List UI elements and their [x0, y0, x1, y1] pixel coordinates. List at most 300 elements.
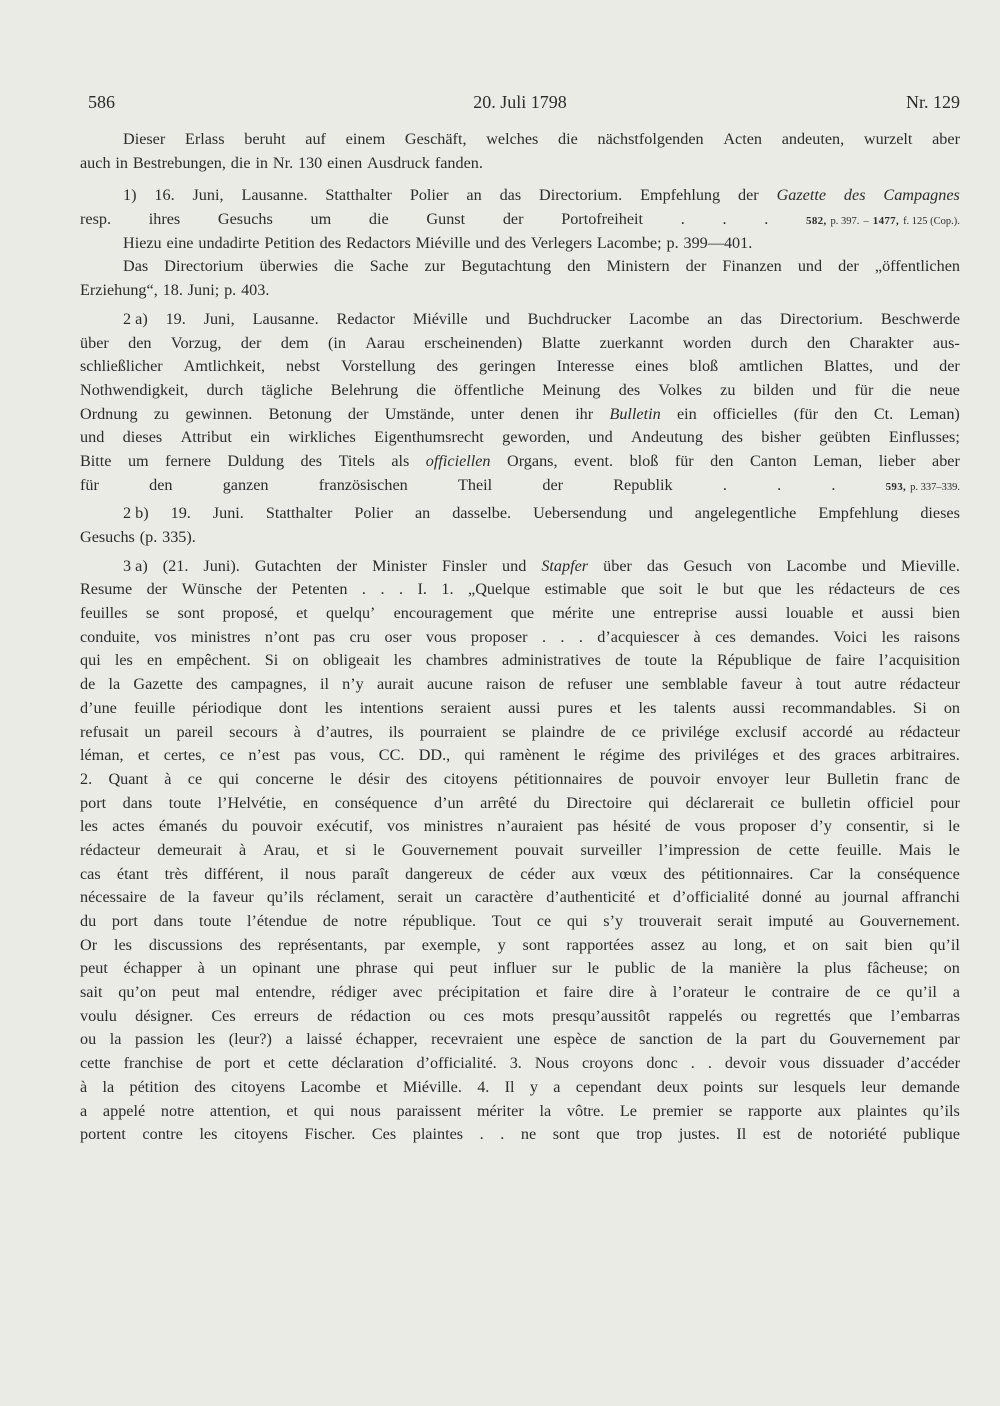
word: assez	[650, 935, 685, 954]
word: à	[164, 769, 172, 788]
word: Directorium.	[779, 309, 863, 328]
word: der	[685, 257, 707, 276]
word: für	[854, 380, 874, 399]
word: qu’ils	[266, 888, 304, 907]
word: mots	[502, 1006, 534, 1025]
word: ou	[429, 1006, 446, 1025]
word: die	[333, 257, 354, 276]
word: in	[255, 153, 269, 172]
word: de	[538, 675, 555, 694]
word: serait	[717, 912, 753, 930]
word: n’ont	[264, 627, 300, 646]
word: toute	[198, 912, 232, 930]
word: l’étendue	[247, 912, 308, 930]
word: rapportées	[566, 935, 634, 954]
word: gewinnen.	[185, 404, 253, 423]
word: Quant	[108, 769, 148, 788]
word: für	[674, 451, 694, 470]
word: privilége	[661, 722, 720, 741]
word: Juni,	[192, 186, 224, 205]
word: accordé	[802, 722, 853, 741]
word: et	[263, 1054, 275, 1073]
word: Voici	[833, 627, 868, 646]
word: dire	[608, 983, 634, 1002]
word: Lacombe	[300, 1077, 361, 1096]
word: a	[285, 1030, 293, 1049]
word: plus	[824, 959, 852, 978]
word: du	[799, 1030, 816, 1049]
word: Canton	[750, 451, 797, 470]
word: au	[828, 912, 845, 930]
word: Il	[504, 1077, 515, 1096]
text-line	[80, 332, 960, 356]
word: .	[777, 475, 782, 494]
word: Dieser	[123, 130, 166, 148]
word: dem	[280, 333, 309, 352]
word: caractère	[474, 888, 534, 907]
word: les	[324, 698, 343, 717]
word: Belehrung	[330, 380, 399, 399]
word: zur	[424, 257, 446, 276]
word: Miéville	[415, 233, 471, 252]
word: faire	[835, 651, 865, 670]
word: und	[80, 428, 105, 447]
word: Theil	[457, 475, 493, 494]
word: entreprise	[653, 604, 718, 623]
word: ou	[80, 1030, 97, 1049]
text-line	[80, 1005, 960, 1029]
word: dont	[278, 698, 308, 717]
word: si	[345, 840, 357, 859]
word: das	[646, 556, 669, 575]
word: autre	[854, 675, 887, 694]
word: plaintes	[412, 1125, 464, 1144]
word: empêchent.	[176, 651, 251, 670]
word: et	[851, 604, 864, 623]
word: pouvoir	[650, 769, 701, 788]
word: la	[849, 864, 861, 883]
word: tout	[815, 675, 841, 694]
word: d’accéder	[897, 1054, 960, 1073]
word: et	[535, 983, 548, 1002]
word: proposer	[470, 627, 528, 646]
word: trouverait	[638, 912, 702, 930]
word: a	[952, 983, 960, 1002]
word: event.	[573, 451, 614, 470]
word: (21.	[162, 556, 189, 575]
word: .	[541, 627, 546, 646]
word: se	[145, 604, 160, 623]
word: publique	[903, 1125, 960, 1144]
word: un	[445, 888, 462, 907]
word: Acten	[723, 130, 762, 148]
text-line	[80, 721, 960, 745]
word: Geschäft,	[404, 130, 467, 148]
text-line	[80, 450, 960, 474]
word: contraire	[771, 983, 830, 1002]
word: und	[797, 257, 823, 276]
word: Nothwendigkeit,	[80, 380, 189, 399]
word: aussi	[732, 698, 766, 717]
word: que	[621, 580, 645, 599]
word: cette	[288, 1054, 319, 1073]
word: cas	[80, 864, 101, 883]
word: la	[109, 1030, 122, 1049]
word: déclaration	[331, 1054, 404, 1073]
word: qui	[218, 769, 240, 788]
word: et	[137, 746, 150, 765]
word: sont	[522, 935, 550, 954]
word: cru	[349, 627, 371, 646]
word: le	[696, 580, 709, 599]
word: citoyens	[231, 1077, 286, 1096]
text-line	[80, 1052, 960, 1076]
word: donc	[646, 1054, 678, 1073]
word: denen	[520, 404, 559, 423]
word: Directoire	[566, 793, 632, 812]
word: neue	[929, 380, 960, 399]
text-line	[80, 208, 960, 232]
word: on	[943, 698, 960, 717]
word: des	[504, 233, 527, 252]
word: die	[368, 210, 389, 229]
word: Vorzug,	[170, 333, 222, 352]
word: la	[735, 1030, 748, 1049]
word: rédacteur	[80, 840, 141, 859]
word: officielles	[713, 404, 778, 423]
word: de	[195, 1054, 212, 1073]
word: nebst	[286, 357, 321, 376]
word: Redactors	[346, 233, 411, 252]
word: Bitte	[80, 451, 112, 470]
word: appelé	[102, 1101, 146, 1120]
word: Gutachten	[254, 556, 322, 575]
word: n’y	[342, 675, 364, 694]
word: voulu	[80, 1006, 117, 1025]
word: und	[588, 428, 613, 447]
word: Blatte	[541, 333, 581, 352]
word: .	[680, 210, 685, 229]
word: céder	[520, 864, 556, 883]
text-line	[80, 839, 960, 863]
word: über	[80, 333, 109, 352]
word: laissé	[306, 1030, 343, 1049]
word: de	[80, 675, 96, 694]
word: plaindre	[531, 722, 585, 741]
text-line	[80, 502, 960, 526]
word: un	[144, 722, 161, 741]
word: plaintes	[856, 1101, 908, 1120]
word: mal	[215, 983, 240, 1002]
word: bien	[884, 935, 913, 954]
word: .	[398, 580, 404, 599]
word: Miéville.	[402, 1077, 462, 1096]
word: qu’il	[929, 935, 960, 954]
paragraph-gap	[80, 175, 960, 184]
word: par	[384, 935, 405, 954]
word: ihres	[148, 210, 181, 229]
word: .	[578, 627, 583, 646]
text-line	[80, 792, 960, 816]
word: priviléges	[694, 746, 759, 765]
word: den	[710, 451, 734, 470]
word: à	[795, 675, 803, 694]
word: Wünsche	[181, 580, 243, 599]
word: Gesuchs	[80, 528, 135, 546]
word: der	[240, 333, 262, 352]
text-line	[80, 673, 960, 697]
text-line	[80, 355, 960, 379]
word: officiellen	[425, 451, 491, 470]
word: pareil	[176, 722, 214, 741]
word: ganzen	[222, 475, 269, 494]
word: Juni,	[203, 309, 235, 328]
word: d’un	[433, 793, 464, 812]
word: notre	[353, 912, 388, 930]
word: beruht	[244, 130, 286, 148]
word: proposé,	[222, 604, 278, 623]
word: 18.	[162, 281, 183, 300]
word: de	[665, 817, 681, 836]
word: à	[649, 983, 657, 1002]
word: ils	[388, 722, 404, 741]
word: aussi	[508, 698, 541, 717]
word: sait	[80, 983, 103, 1002]
word: Hiezu	[123, 233, 162, 252]
word: régime	[599, 746, 645, 765]
word: pour	[930, 793, 960, 812]
word: discussions	[148, 935, 223, 954]
word: die	[230, 153, 251, 172]
word: serait	[397, 888, 433, 907]
word: durch	[750, 333, 788, 352]
word: notoriété	[829, 1125, 887, 1144]
word: envoyer	[716, 769, 769, 788]
word: raison	[486, 675, 526, 694]
word: den	[567, 257, 591, 276]
word: Nr.	[272, 153, 294, 172]
word: exemple,	[421, 935, 481, 954]
word: Gouvernement.	[859, 912, 960, 930]
word: et	[609, 698, 622, 717]
word: hésité	[613, 817, 651, 836]
word: influer	[493, 959, 537, 978]
word: einen	[327, 153, 363, 172]
word: et	[648, 888, 660, 907]
word: zuerkannt	[599, 333, 664, 352]
word: Stapfer	[541, 556, 589, 575]
word: Gouvernement	[401, 840, 498, 859]
word: I.	[417, 580, 427, 599]
word: eines	[635, 357, 669, 376]
word: on	[812, 935, 829, 954]
word: de	[944, 769, 960, 788]
word: paraissent	[396, 1101, 462, 1120]
word: an	[466, 186, 482, 205]
word: premier	[652, 1101, 704, 1120]
word: den	[806, 333, 831, 352]
word: „öffentlichen	[874, 257, 960, 276]
word: étant	[116, 864, 149, 883]
word: très	[164, 864, 188, 883]
word: d’une	[80, 698, 117, 717]
word: undadirte	[198, 233, 260, 252]
word: der	[256, 580, 278, 599]
word: qu’il	[906, 983, 937, 1002]
word: oser	[384, 627, 412, 646]
word: einem	[345, 130, 386, 148]
word: aucune	[427, 675, 473, 694]
word: aussi	[881, 604, 914, 623]
word: zu	[153, 404, 170, 423]
word: en	[147, 651, 163, 670]
document-number: Nr. 129	[906, 92, 960, 112]
word: auf	[305, 130, 326, 148]
word: vous	[779, 1054, 810, 1073]
word: vous	[694, 817, 726, 836]
word: ne	[520, 1125, 537, 1144]
word: mériter	[476, 1101, 524, 1120]
word: les	[114, 651, 133, 670]
word: Gouvernement	[829, 1030, 926, 1049]
word: phrase	[355, 959, 398, 978]
word: Miéville	[412, 309, 468, 328]
word: rédacteur	[899, 675, 960, 694]
word: a	[80, 1101, 88, 1120]
word: Bulletin	[826, 769, 879, 788]
text-line	[80, 1076, 960, 1100]
word: nécessaire	[80, 888, 147, 907]
word: .	[764, 210, 769, 229]
word: Lausanne.	[241, 186, 308, 205]
word: faveur	[740, 675, 783, 694]
word: .	[361, 580, 366, 599]
text-line	[80, 957, 960, 981]
text-line	[80, 626, 960, 650]
word: ramènent	[499, 746, 560, 765]
word: cette	[788, 840, 820, 859]
word: République	[716, 651, 792, 670]
word: officiel	[867, 793, 914, 812]
word: de	[615, 651, 631, 670]
word: 403.	[241, 281, 270, 300]
word: leur	[860, 1077, 887, 1096]
word: Leman,	[813, 451, 863, 470]
word: d’y	[810, 817, 832, 836]
word: les	[113, 935, 132, 954]
text-line	[80, 1100, 960, 1124]
text-line	[80, 697, 960, 721]
text-line	[80, 886, 960, 910]
word: mérite	[552, 604, 594, 623]
word: öffentliche	[454, 380, 524, 399]
word: d’officialité.	[416, 1054, 497, 1073]
word: der	[502, 210, 524, 229]
word: DD.,	[418, 746, 451, 765]
word: les	[199, 1125, 218, 1144]
word: l’acquisition	[879, 651, 960, 670]
word: ce	[219, 746, 235, 765]
text-line	[80, 934, 960, 958]
word: imputé	[768, 912, 814, 930]
word: .	[479, 1125, 484, 1144]
word: 582, p. 397. – 1477, f. 125 (Cop.).	[806, 215, 960, 228]
word: contre	[142, 1125, 183, 1144]
word: lesquels	[793, 1077, 846, 1096]
word: und	[861, 556, 886, 575]
word: des	[436, 357, 459, 376]
word: Andeutung	[631, 428, 703, 447]
word: Minister	[372, 556, 427, 575]
word: demeurait	[157, 840, 222, 859]
word: aux	[817, 1101, 842, 1120]
word: y	[497, 935, 506, 954]
word: presqu’aussitôt	[552, 1006, 651, 1025]
word: a	[553, 1077, 561, 1096]
word: sur	[758, 1077, 779, 1096]
word: den	[149, 475, 173, 494]
word: nous	[305, 864, 336, 883]
word: refusait	[80, 722, 129, 741]
word: l’Helvétie,	[217, 793, 287, 812]
text-line	[80, 379, 960, 403]
word: des	[658, 746, 681, 765]
word: de	[610, 1030, 626, 1049]
word: französischen	[318, 475, 408, 494]
word: ces	[715, 627, 736, 646]
word: proposer	[739, 817, 797, 836]
word: sait	[845, 935, 868, 954]
word: aus-	[932, 333, 960, 352]
word: Organs,	[507, 451, 558, 470]
word: Erziehung“,	[80, 281, 158, 300]
word: trop	[636, 1125, 663, 1144]
word: toute	[644, 651, 677, 670]
word: dissuader	[822, 1054, 885, 1073]
word: Portofreiheit	[561, 210, 644, 229]
word: um	[127, 451, 149, 470]
word: citoyens	[443, 769, 498, 788]
word: andeuten,	[781, 130, 845, 148]
word: den	[834, 404, 858, 423]
word: le	[573, 746, 586, 765]
word: les	[638, 698, 657, 717]
word: paraît	[352, 864, 389, 883]
word: au	[701, 935, 718, 954]
word: der	[542, 475, 564, 494]
word: eine	[166, 233, 194, 252]
word: sur	[551, 959, 572, 978]
word: ces	[463, 1006, 485, 1025]
text-line	[80, 426, 960, 450]
word: qui	[80, 651, 101, 670]
word: rédacteur	[899, 722, 960, 741]
word: l’embarras	[890, 1006, 960, 1025]
word: fanden.	[434, 153, 483, 172]
word: durch	[206, 380, 244, 399]
word: vos	[154, 627, 177, 646]
text-line	[80, 232, 960, 256]
word: Ordnung	[80, 404, 138, 423]
word: émanés	[158, 817, 208, 836]
word: se	[718, 1101, 733, 1120]
word: deux	[656, 1077, 689, 1096]
word: bien	[932, 604, 960, 623]
word: cette	[80, 1054, 111, 1073]
word: rédaction	[350, 1006, 411, 1025]
word: du	[533, 793, 550, 812]
word: opinant	[252, 959, 301, 978]
